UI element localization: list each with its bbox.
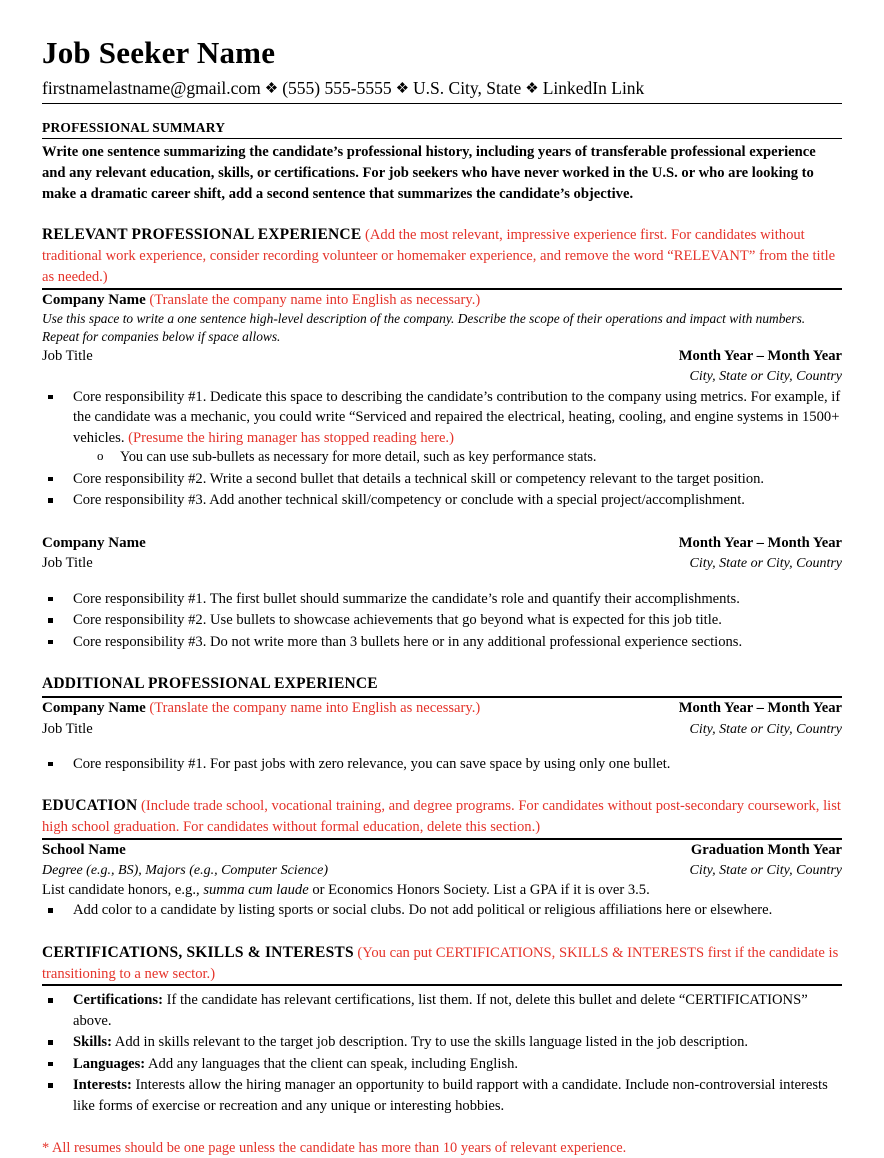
experience-entry: [42, 533, 842, 652]
school-location: City, State or City, Country: [689, 862, 842, 878]
job-title: Job Title: [42, 348, 93, 365]
bullet-text: If the candidate has relevant certifications, list them. If not, delete this bullet and delete “CERTIFICATIONS” above.: [73, 992, 808, 1029]
bullet-text: Interests allow the hiring manager an opportunity to build rapport with a candidate. Include non-controversial interests like forms of exercise or recreation and any unique or interesting hobbies.: [73, 1077, 828, 1114]
email-text[interactable]: firstnamelastname@gmail.com: [42, 78, 261, 99]
job-title-row: [42, 719, 842, 739]
page-title: Job Seeker Name: [42, 35, 276, 70]
honors-suffix: or Economics Honors Society. List a GPA if it is over 3.5.: [308, 881, 650, 898]
certifications-list: [42, 990, 842, 1116]
list-item: Core responsibility #1. For past jobs with zero relevance, you can save space by using only one bullet.: [42, 754, 842, 774]
graduation-date: Graduation Month Year: [690, 841, 842, 858]
job-location: City, State or City, Country: [689, 556, 842, 572]
list-item: [42, 1054, 842, 1074]
section-heading-relevant-experience: [42, 225, 842, 289]
bullet-text: Core responsibility #1. Dedicate this space to describing the candidate’s contribution to the company using metrics. For example, if the candidate was a mechanic, you could write “Serviced and repaired the electrical, heating, cooling, and engine systems in 1500+ vehicles.: [73, 388, 841, 446]
company-annotation: (Translate the company name into English as necessary.): [149, 699, 481, 716]
list-item: Core responsibility #3. Add another technical skill/competency or conclude with a special project/accomplishment.: [42, 490, 842, 510]
company-description: Use this space to write a one sentence high-level description of the company. Describe the scope of their operations and impact with numbers. Repeat for companies below if space allows.: [42, 311, 806, 345]
job-title-row: [42, 346, 842, 366]
responsibility-list: [42, 589, 842, 652]
company-name: Company Name: [42, 291, 146, 308]
responsibility-list: [42, 387, 842, 511]
experience-entry: [42, 290, 842, 511]
degree-row: [42, 861, 842, 880]
bullet-label: Skills:: [73, 1034, 112, 1051]
employment-dates: Month Year – Month Year: [678, 699, 842, 716]
company-name: Company Name: [42, 534, 146, 551]
honors-prefix: List candidate honors, e.g.,: [42, 881, 204, 898]
job-location: City, State or City, Country: [689, 721, 842, 737]
section-heading-label: EDUCATION: [42, 797, 138, 815]
list-item: Core responsibility #1. The first bullet should summarize the candidate’s role and quantify their accomplishments.: [42, 589, 842, 609]
bullet-label: Languages:: [73, 1055, 146, 1072]
diamond-bullet-icon: ❖: [525, 81, 539, 98]
section-heading-annotation: (Include trade school, vocational training, and degree programs. For candidates without post-secondary coursework, list high school graduation. For candidates without formal education, delete this section.): [42, 798, 841, 836]
list-item: Core responsibility #3. Do not write more than 3 bullets here or in any additional professional experience sections.: [42, 632, 842, 652]
section-heading-additional-experience: ADDITIONAL PROFESSIONAL EXPERIENCE: [42, 674, 842, 698]
employment-dates: Month Year – Month Year: [678, 348, 842, 365]
section-heading-annotation: (You can put CERTIFICATIONS, SKILLS & INTERESTS first if the candidate is transitioning to a new sector.): [42, 944, 839, 982]
honors-line: [42, 880, 842, 900]
section-heading-annotation: (Add the most relevant, impressive experience first. For candidates without traditional work experience, consider recording volunteer or homemaker experience, and remove the word “RELEVANT” from the title as needed.): [42, 227, 836, 285]
company-name: Company Name: [42, 699, 146, 716]
section-heading-certifications: [42, 943, 842, 987]
education-entry: [42, 840, 842, 921]
contact-line: [42, 78, 842, 104]
honors-italic: summa cum laude: [203, 881, 309, 898]
school-header-row: [42, 840, 842, 861]
company-header-row: [42, 698, 842, 719]
footnote: * All resumes should be one page unless the candidate has more than 10 years of relevant experience.: [42, 1139, 627, 1156]
location-text: U.S. City, State: [413, 78, 522, 99]
bullet-annotation: (Presume the hiring manager has stopped reading here.): [128, 429, 454, 446]
list-item: [42, 1032, 842, 1052]
section-heading-education: [42, 796, 842, 840]
responsibility-list: [42, 754, 842, 774]
bullet-label: Interests:: [73, 1077, 132, 1094]
list-item: [42, 387, 842, 468]
bullet-text: Add in skills relevant to the target job description. Try to use the skills language listed in the job description.: [111, 1034, 749, 1051]
phone-text[interactable]: (555) 555-5555: [282, 78, 392, 99]
job-title-row: [42, 553, 842, 573]
section-heading-label: RELEVANT PROFESSIONAL EXPERIENCE: [42, 226, 362, 244]
company-header-row: [42, 533, 842, 554]
bullet-text: Add any languages that the client can speak, including English.: [145, 1055, 519, 1072]
professional-summary-body: Write one sentence summarizing the candidate’s professional history, including years of transferable professional experience and any relevant education, skills, or certifications. For job seekers who have never worked in the U.S. or who are looking to make a dramatic career shift, add a second sentence that summarizes the candidate’s objective.: [42, 144, 816, 202]
sub-responsibility-list: [73, 448, 842, 468]
bullet-label: Certifications:: [73, 992, 163, 1009]
school-name: School Name: [42, 841, 126, 858]
degree-text: Degree (e.g., BS), Majors (e.g., Computer Science): [42, 862, 329, 878]
company-annotation: (Translate the company name into English as necessary.): [149, 291, 481, 308]
employment-dates: Month Year – Month Year: [678, 534, 842, 551]
list-item: Core responsibility #2. Use bullets to showcase achievements that go beyond what is expected for this job title.: [42, 610, 842, 630]
experience-entry: [42, 698, 842, 774]
list-item: [42, 990, 842, 1031]
list-item: Core responsibility #2. Write a second bullet that details a technical skill or competency relevant to the target position.: [42, 469, 842, 489]
section-heading-professional-summary: PROFESSIONAL SUMMARY: [42, 119, 842, 139]
linkedin-link[interactable]: LinkedIn Link: [542, 78, 645, 99]
list-item: [42, 1075, 842, 1116]
company-header-row: [42, 290, 842, 311]
diamond-bullet-icon: ❖: [264, 81, 279, 98]
section-heading-label: CERTIFICATIONS, SKILLS & INTERESTS: [42, 943, 354, 961]
job-title: Job Title: [42, 720, 93, 737]
education-bullet-list: [42, 900, 842, 920]
diamond-bullet-icon: ❖: [395, 81, 410, 98]
list-item: Add color to a candidate by listing sports or social clubs. Do not add political or religious affiliations here or elsewhere.: [42, 900, 842, 920]
job-title: Job Title: [42, 555, 93, 572]
list-item: o You can use sub-bullets as necessary for more detail, such as key performance stats.: [73, 448, 842, 468]
job-location-row: [42, 366, 842, 386]
job-location: City, State or City, Country: [689, 369, 842, 385]
